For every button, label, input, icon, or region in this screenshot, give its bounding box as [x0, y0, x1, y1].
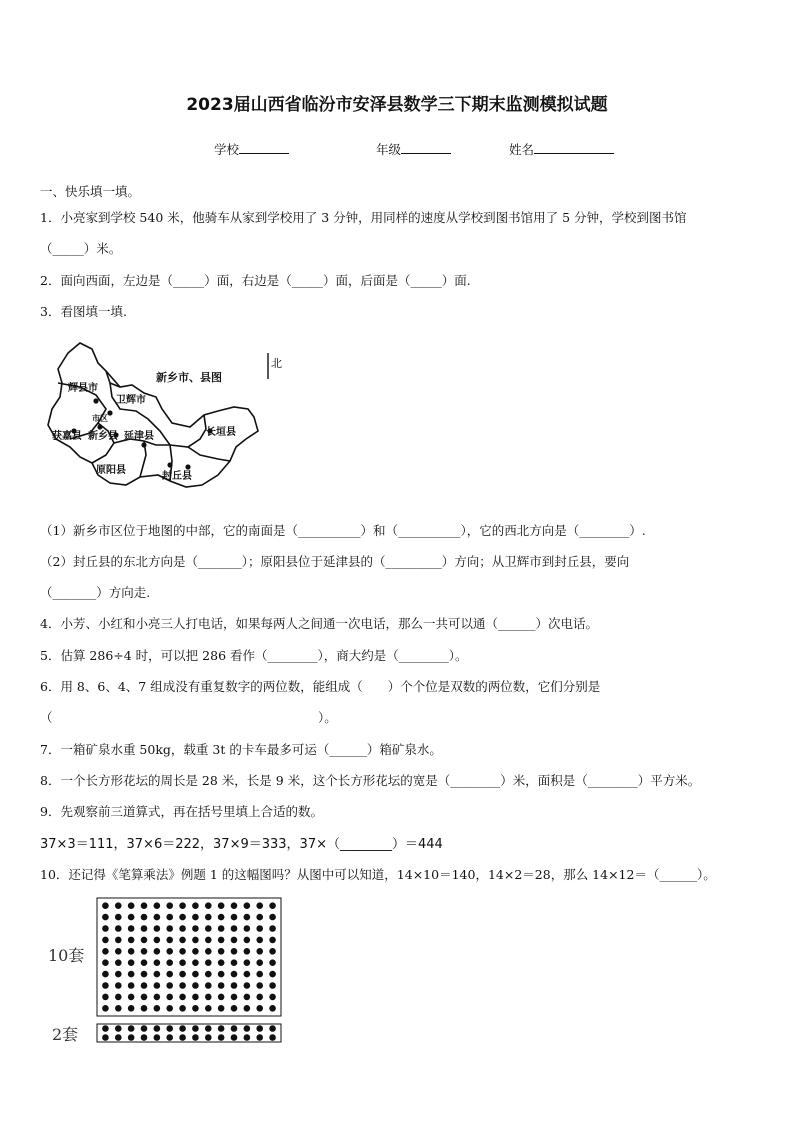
dot — [179, 982, 186, 989]
dot — [166, 982, 173, 989]
question-3-1: （1）新乡市区位于地图的中部，它的南面是（__________）和（__________），它的西北方向是（________）. — [40, 523, 646, 538]
dot — [128, 971, 135, 978]
dot — [231, 937, 238, 944]
city-dot — [93, 398, 98, 403]
dot — [154, 902, 161, 909]
dot — [115, 1005, 122, 1012]
dot — [244, 959, 251, 966]
dot — [256, 959, 263, 966]
dot — [192, 937, 199, 944]
dot — [166, 902, 173, 909]
dot — [205, 982, 212, 989]
dot — [231, 925, 238, 932]
question-4: 4．小芳、小红和小亮三人打电话，如果每两人之间通一次电话，那么一共可以通（______）次电话。 — [40, 616, 598, 631]
dot — [269, 925, 276, 932]
label-weihui: 卫辉市 — [116, 395, 146, 406]
dot — [244, 1034, 251, 1041]
dot — [192, 914, 199, 921]
border-3 — [92, 423, 114, 463]
dot — [166, 971, 173, 978]
dot-grid-top — [102, 902, 276, 1011]
dot — [231, 959, 238, 966]
dot — [231, 982, 238, 989]
dot — [102, 1005, 109, 1012]
dot — [154, 959, 161, 966]
dot — [192, 902, 199, 909]
dot — [166, 1034, 173, 1041]
label-xinxiangxian: 新乡县 — [88, 431, 118, 442]
dot — [205, 1005, 212, 1012]
dot — [269, 1034, 276, 1041]
dot — [256, 1005, 263, 1012]
dot — [218, 1034, 225, 1041]
dot — [218, 902, 225, 909]
question-6-line1: 6．用 8、6、4、7 组成没有重复数字的两位数，能组成（ ）个个位是双数的两位数，它们分别是 — [40, 679, 601, 694]
page-title: 2023届山西省临汾市安泽县数学三下期末监测模拟试题 — [186, 95, 608, 115]
city-dot — [97, 424, 102, 429]
dot — [141, 1034, 148, 1041]
dot — [256, 982, 263, 989]
dot — [179, 902, 186, 909]
section-heading: 一、快乐填一填。 — [40, 184, 141, 199]
question-2: 2．面向西面，左边是（_____）面，右边是（_____）面，后面是（_____）面. — [40, 273, 471, 288]
dot — [179, 948, 186, 955]
dot — [205, 971, 212, 978]
city-dot — [185, 464, 190, 469]
label-yanjin: 延津县 — [124, 431, 154, 442]
question-5: 5．估算 286÷4 时，可以把 286 看作（________），商大约是（________）。 — [40, 648, 468, 663]
question-10: 10．还记得《笔算乘法》例题 1 的这幅图吗？从图中可以知道，14×10＝140，14×2＝28，那么 14×12＝（______）。 — [40, 867, 716, 882]
dot — [256, 1025, 263, 1032]
dot — [205, 994, 212, 1001]
dot — [256, 948, 263, 955]
dot — [244, 937, 251, 944]
grade-label: 年级 — [376, 142, 402, 157]
dot — [218, 948, 225, 955]
dot — [231, 902, 238, 909]
dot — [102, 959, 109, 966]
question-3-2-line1: （2）封丘县的东北方向是（_______）；原阳县位于延津县的（_________）方向；从卫辉市到封丘县，要向 — [40, 554, 630, 569]
dot — [179, 937, 186, 944]
dot — [269, 948, 276, 955]
dot — [244, 1005, 251, 1012]
north-label: 北 — [271, 357, 282, 370]
dot — [218, 1025, 225, 1032]
dot — [218, 1005, 225, 1012]
label-fengqiu: 封丘县 — [162, 471, 192, 482]
dot — [154, 994, 161, 1001]
dot — [141, 994, 148, 1001]
dot — [218, 994, 225, 1001]
dot — [141, 1005, 148, 1012]
dot — [128, 902, 135, 909]
dot — [192, 1034, 199, 1041]
dot — [269, 982, 276, 989]
dot — [269, 914, 276, 921]
question-3-2-line2: （_______）方向走. — [40, 585, 151, 600]
dot — [256, 994, 263, 1001]
dot — [192, 948, 199, 955]
dot — [154, 948, 161, 955]
label-huojia: 获嘉县 — [52, 431, 82, 442]
dot — [179, 994, 186, 1001]
dot — [128, 959, 135, 966]
grade-field — [376, 140, 451, 158]
dot — [115, 971, 122, 978]
dot — [115, 994, 122, 1001]
name-blank[interactable] — [534, 140, 614, 154]
dot — [154, 914, 161, 921]
dot — [244, 902, 251, 909]
dot — [244, 914, 251, 921]
dot — [179, 1034, 186, 1041]
dot — [102, 1034, 109, 1041]
dot — [231, 914, 238, 921]
dot — [102, 914, 109, 921]
school-label: 学校 — [214, 142, 240, 157]
dot — [269, 1025, 276, 1032]
dot — [205, 1025, 212, 1032]
dot-array-figure — [44, 895, 284, 1047]
dot — [218, 937, 225, 944]
question-6-close-paren: ）。 — [318, 710, 337, 725]
dot — [218, 982, 225, 989]
dot — [166, 914, 173, 921]
dot — [179, 914, 186, 921]
city-dot — [107, 410, 112, 415]
dot — [205, 1034, 212, 1041]
dot — [166, 937, 173, 944]
dot — [115, 1034, 122, 1041]
school-blank[interactable] — [239, 140, 289, 154]
dot — [256, 914, 263, 921]
name-field — [509, 140, 614, 158]
question-9: 9．先观察前三道算式，再在括号里填上合适的数。 — [40, 804, 323, 819]
dot — [128, 937, 135, 944]
dot — [218, 959, 225, 966]
dot — [141, 971, 148, 978]
dot — [166, 1025, 173, 1032]
dot — [205, 902, 212, 909]
dot — [102, 971, 109, 978]
dot-grid-top-frame — [97, 898, 281, 1016]
dot — [192, 982, 199, 989]
question-1-line1: 1．小亮家到学校 540 米，他骑车从家到学校用了 3 分钟，用同样的速度从学校到图书馆用了 5 分钟，学校到图书馆 — [40, 210, 687, 225]
dot-grid-bottom-frame — [97, 1024, 281, 1042]
dot — [269, 959, 276, 966]
dot — [269, 937, 276, 944]
dot — [205, 937, 212, 944]
question-9-equation: 37×3＝111，37×6＝222，37×9＝333，37×（________）＝444 — [40, 837, 443, 852]
dot — [256, 902, 263, 909]
dot — [128, 914, 135, 921]
border-7 — [188, 447, 230, 461]
city-dot — [141, 442, 146, 447]
dot — [115, 925, 122, 932]
dot — [115, 902, 122, 909]
dot — [141, 937, 148, 944]
dot — [128, 994, 135, 1001]
dot — [154, 1034, 161, 1041]
dot — [166, 948, 173, 955]
dot — [231, 1005, 238, 1012]
dot — [166, 994, 173, 1001]
dot — [269, 994, 276, 1001]
dot — [141, 982, 148, 989]
dot — [179, 971, 186, 978]
dot — [244, 982, 251, 989]
dot — [256, 971, 263, 978]
dot — [141, 925, 148, 932]
dot — [179, 959, 186, 966]
dot — [141, 914, 148, 921]
dot — [192, 925, 199, 932]
dot — [166, 959, 173, 966]
dot — [115, 914, 122, 921]
map-outline — [48, 343, 258, 487]
dot — [218, 925, 225, 932]
dot — [218, 914, 225, 921]
dot — [231, 1025, 238, 1032]
label-changyuan: 长垣县 — [206, 427, 236, 438]
dot-grid-bottom — [102, 1025, 276, 1041]
dot — [231, 994, 238, 1001]
dot — [128, 982, 135, 989]
label-10-sets: 10套 — [48, 946, 85, 965]
dot — [102, 1025, 109, 1032]
dot — [154, 1025, 161, 1032]
dot — [244, 1025, 251, 1032]
dot — [115, 982, 122, 989]
dot — [269, 971, 276, 978]
dot — [128, 925, 135, 932]
dot — [128, 1005, 135, 1012]
dot — [256, 925, 263, 932]
dot — [128, 1025, 135, 1032]
dot — [256, 1034, 263, 1041]
dot — [231, 948, 238, 955]
label-shiqu: 市区 — [92, 413, 108, 423]
dot — [205, 925, 212, 932]
name-label: 姓名 — [509, 142, 535, 157]
dot — [269, 902, 276, 909]
dot — [179, 925, 186, 932]
label-huixian: 辉县市 — [68, 383, 98, 394]
dot — [192, 1025, 199, 1032]
dot — [218, 971, 225, 978]
dot — [102, 925, 109, 932]
dot — [192, 994, 199, 1001]
dot — [128, 1034, 135, 1041]
question-7: 7．一箱矿泉水重 50kg，载重 3t 的卡车最多可运（______）箱矿泉水。 — [40, 742, 442, 757]
label-2-sets: 2套 — [52, 1025, 79, 1044]
dot — [192, 971, 199, 978]
dot — [141, 959, 148, 966]
dot — [205, 914, 212, 921]
dot — [166, 1005, 173, 1012]
dot — [244, 971, 251, 978]
dot — [231, 1034, 238, 1041]
dot — [179, 1005, 186, 1012]
dot — [244, 925, 251, 932]
dot — [141, 902, 148, 909]
dot — [102, 937, 109, 944]
grade-blank[interactable] — [401, 140, 451, 154]
dot — [154, 1005, 161, 1012]
dot — [256, 937, 263, 944]
dot — [244, 948, 251, 955]
dot — [154, 925, 161, 932]
dot — [115, 1025, 122, 1032]
dot — [115, 959, 122, 966]
dot — [231, 971, 238, 978]
school-field — [214, 140, 289, 158]
city-dot — [167, 462, 172, 467]
xinxiang-map — [40, 335, 280, 495]
dot — [141, 948, 148, 955]
dot — [102, 902, 109, 909]
dot — [154, 982, 161, 989]
dot — [244, 994, 251, 1001]
dot — [128, 948, 135, 955]
question-6-open-paren: （ — [40, 710, 53, 725]
dot — [115, 937, 122, 944]
dot — [102, 948, 109, 955]
dot — [154, 971, 161, 978]
question-3: 3．看图填一填. — [40, 304, 127, 319]
dot — [192, 1005, 199, 1012]
dot — [179, 1025, 186, 1032]
map-title: 新乡市、县图 — [156, 371, 222, 384]
dot — [154, 937, 161, 944]
question-8: 8．一个长方形花坛的周长是 28 米，长是 9 米，这个长方形花坛的宽是（________）米，面积是（________）平方米。 — [40, 773, 701, 788]
dot — [166, 925, 173, 932]
dot — [205, 959, 212, 966]
dot — [192, 959, 199, 966]
dot — [205, 948, 212, 955]
dot — [269, 1005, 276, 1012]
dot — [115, 948, 122, 955]
dot — [102, 982, 109, 989]
dot — [102, 994, 109, 1001]
dot — [141, 1025, 148, 1032]
label-yuanyang: 原阳县 — [96, 465, 126, 476]
question-1-line2: （_____）米。 — [40, 241, 122, 256]
